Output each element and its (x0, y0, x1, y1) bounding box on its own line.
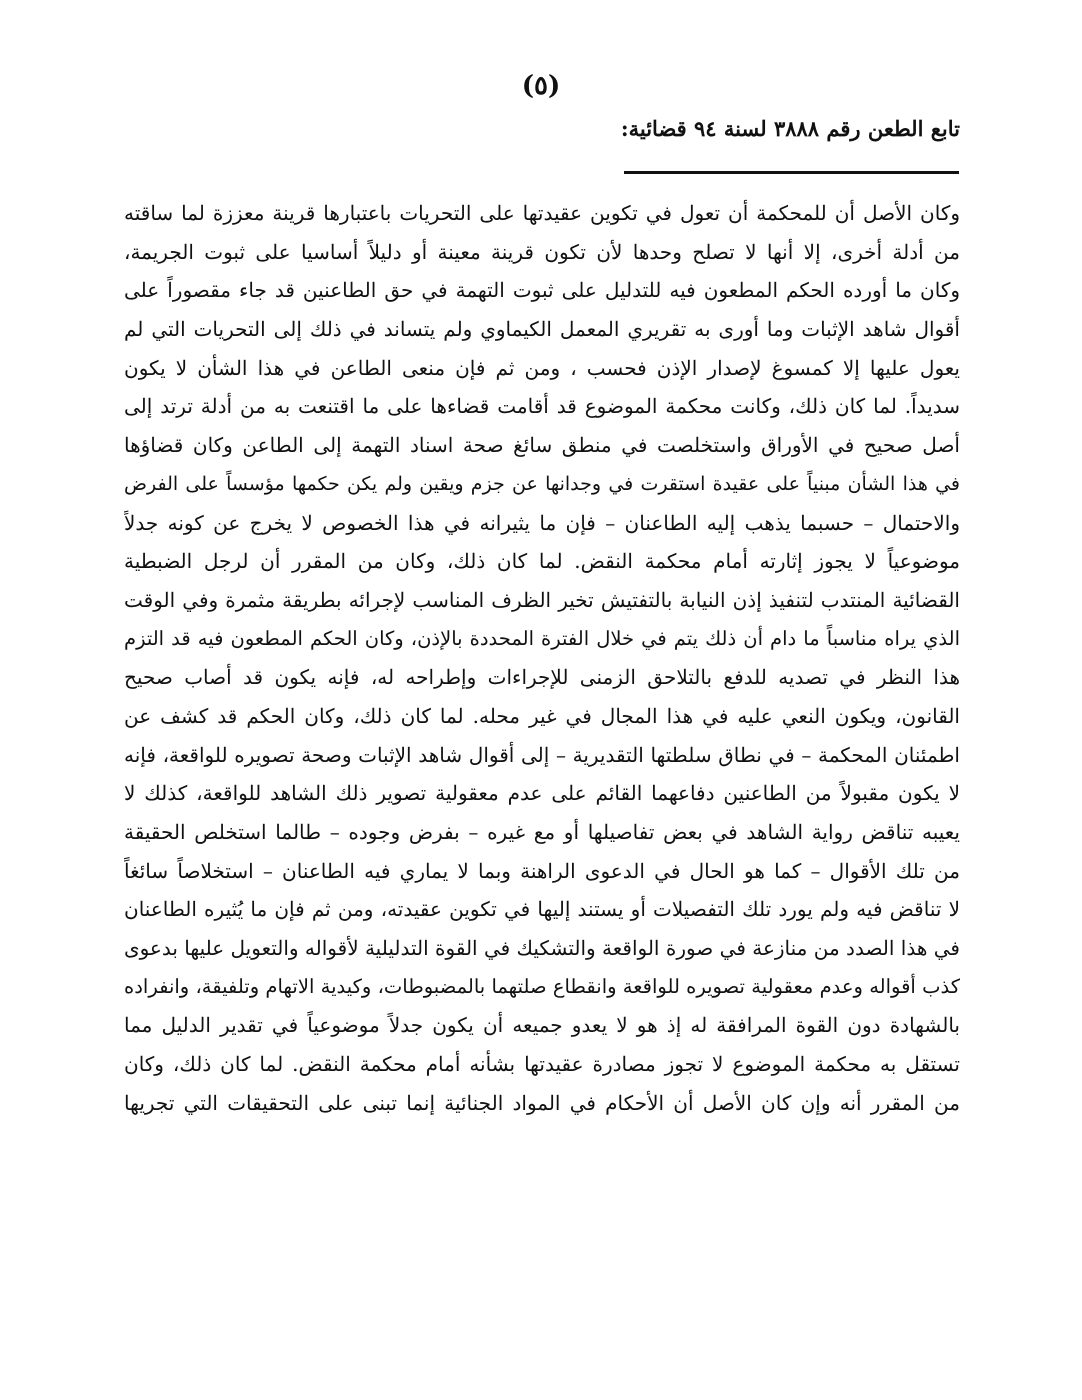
body-text-line: من تلك الأقوال – كما هو الحال في الدعوى الراهنة وبما لا يماري فيه الطاعنان – استخلاصاً سائغاً (124, 858, 960, 883)
body-text-line: سديداً. لما كان ذلك، وكانت محكمة الموضوع قد أقامت قضاءها على ما اقتنعت به من أدلة ترتد إلى (124, 394, 960, 419)
body-text-line: كذب أقواله وعدم معقولية تصويره للواقعة وانقطاع صلتهما بالمضبوطات، وكيدية الاتهام وتلفيقة، وانفراده (124, 974, 960, 998)
body-text-line: أقوال شاهد الإثبات وما أورى به تقريري المعمل الكيماوي ولم يتساند في ذلك إلى التحريات التي لم (124, 317, 960, 342)
body-text-line: من أدلة أخرى، إلا أنها لا تصلح وحدها لأن تكون قرينة معينة أو دليلاً أساسيا على ثبوت الجريمة، (124, 239, 960, 264)
body-text-line: من المقرر أنه وإن كان الأصل أن الأحكام في المواد الجنائية إنما تبنى على التحقيقات التي تجريها (124, 1090, 960, 1115)
body-text-line: يعيبه تناقض رواية الشاهد في بعض تفاصيلها أو مع غيره – بفرض وجوده – طالما استخلص الحقيقة (124, 820, 960, 844)
body-text-line: تستقل به محكمة الموضوع لا تجوز مصادرة عقيدتها بشأنه أمام محكمة النقض. لما كان ذلك، وكان (124, 1052, 960, 1077)
body-text-line: القضائية المنتدب لتنفيذ إذن النيابة بالتفتيش تخير الظرف المناسب لإجرائه بطريقة مثمرة وفي الوقت (124, 587, 960, 612)
body-text-line: يعول عليها إلا كمسوغ لإصدار الإذن فحسب ، ومن ثم فإن منعى الطاعن في هذا الشأن لا يكون (124, 355, 960, 380)
case-header-title: تابع الطعن رقم ٣٨٨٨ لسنة ٩٤ قضائية: (620, 116, 960, 141)
body-text-line: اطمئنان المحكمة – في نطاق سلطتها التقديرية – إلى أقوال شاهد الإثبات وصحة تصويره للواقعة، فإنه (124, 742, 960, 767)
body-text-line: وكان الأصل أن للمحكمة أن تعول في تكوين عقيدتها على التحريات باعتبارها قرينة معززة لما ساقته (124, 201, 960, 225)
body-text-line: القانون، ويكون النعي عليه في هذا المجال في غير محله. لما كان ذلك، وكان الحكم قد كشف عن (124, 703, 960, 728)
body-text-line: والاحتمال – حسبما يذهب إليه الطاعنان – فإن ما يثيرانه في هذا الخصوص لا يخرج عن كونه جدلاً (124, 510, 960, 535)
body-text-line: وكان ما أورده الحكم المطعون فيه للتدليل على ثبوت التهمة في حق الطاعنين قد جاء مقصوراً على (124, 278, 960, 303)
body-text-line: بالشهادة دون القوة المرافقة له إذ هو لا يعدو جميعه أن يكون جدلاً موضوعياً في تقدير الدليل مما (124, 1013, 960, 1038)
body-text-line: لا تناقض فيه ولم يورد تلك التفصيلات أو يستند إليها في تكوين عقيدته، ومن ثم فإن ما يُثيره الطاعنان (124, 897, 960, 922)
page-number: (٥) (521, 71, 561, 101)
body-text-line: في هذا الصدد من منازعة في صورة الواقعة والتشكيك في القوة التدليلية لأقواله والتعويل عليها بدعوى (124, 936, 960, 961)
judgment-body-text (124, 194, 960, 1123)
body-text-line: الذي يراه مناسباً ما دام أن ذلك يتم في خلال الفترة المحددة بالإذن، وكان الحكم المطعون فيه قد التزم (124, 626, 960, 650)
body-text-line: موضوعياً لا يجوز إثارته أمام محكمة النقض. لما كان ذلك، وكان من المقرر أن لرجل الضبطية (124, 549, 960, 574)
body-text-line: في هذا الشأن مبنياً على عقيدة استقرت في وجدانها عن جزم ويقين ولم يكن حكمها مؤسساً على الفرض (124, 472, 960, 495)
header-underline-rule (624, 171, 959, 174)
body-text-line: هذا النظر في تصديه للدفع بالتلاحق الزمنى للإجراءات وإطراحه له، فإنه يكون قد أصاب صحيح (124, 665, 960, 690)
body-text-line: أصل صحيح في الأوراق واستخلصت في منطق سائغ صحة اسناد التهمة إلى الطاعن وكان قضاؤها (124, 433, 960, 458)
body-text-line: لا يكون مقبولاً من الطاعنين دفاعهما القائم على عدم معقولية تصوير ذلك الشاهد للواقعة، كذلك لا (124, 781, 960, 806)
